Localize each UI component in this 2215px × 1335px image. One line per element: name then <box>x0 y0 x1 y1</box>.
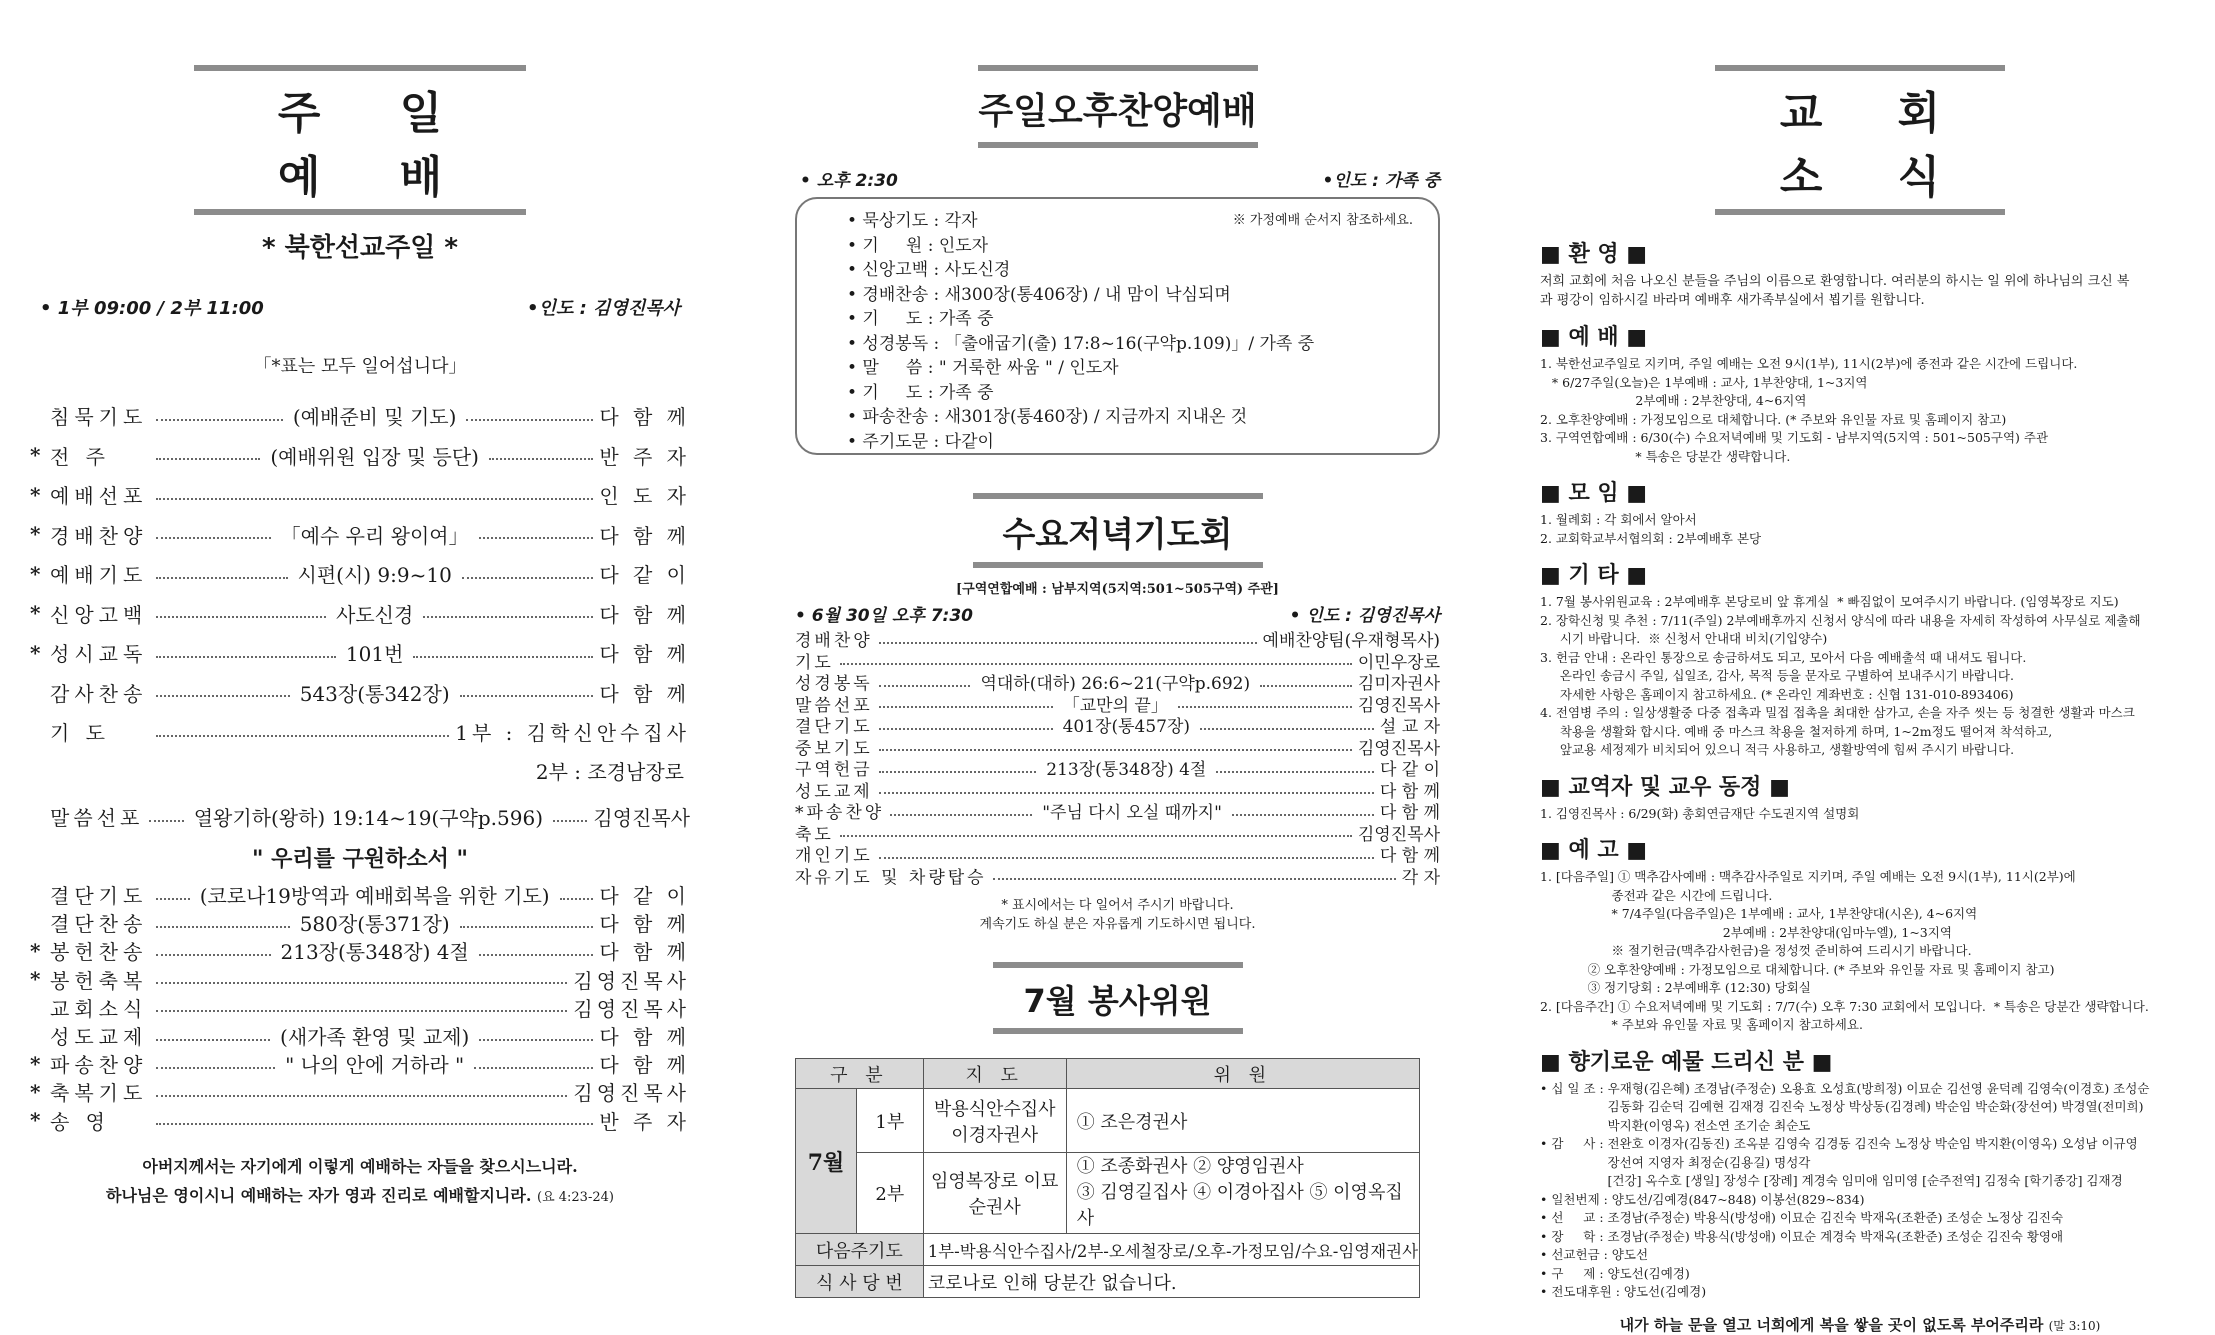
news-line: 1. [다음주일] ① 맥추감사예배 : 맥추감사주일로 지키며, 주일 예배는 오전 9시(1부), 11시(2부)에 <box>1540 869 2076 884</box>
wednesday-order-row: 성도교제 다 함 께 <box>795 781 1440 802</box>
worship-order-row: 교회소식 김영진목사 <box>50 996 690 1021</box>
news-line: * 주보와 유인물 자료 및 홈페이지 참고하세요. <box>1540 1017 1863 1032</box>
news-line: ※ 절기헌금(맥추감사헌금)을 정성껏 준비하여 드리시기 바랍니다. <box>1540 943 1972 958</box>
wednesday-order-row: 성경봉독 역대하(대하) 26:6~21(구약p.692) 김미자권사 <box>795 674 1441 695</box>
news-line: • 구 제 : 양도선(김예경) <box>1540 1265 1690 1281</box>
meetings-heading: ■ 모 임 ■ <box>1540 481 1648 506</box>
offerings-heading: ■ 향기로운 예물 드리신 분 ■ <box>1540 1049 1833 1075</box>
prayer-2: 2부 : 조경남장로 <box>535 760 684 784</box>
afternoon-order-item: • 기 원 : 인도자 <box>847 235 989 256</box>
news-line: ② 오후찬양예배 : 가정모임으로 대체합니다. (* 주보와 유인물 자료 및 홈페이지 참고) <box>1540 961 2055 977</box>
wednesday-order-row: 자유기도 및 차량탑승 각 자 <box>795 867 1440 888</box>
church-news-column <box>1540 0 2180 1334</box>
worship-news-heading: ■ 예 배 ■ <box>1540 325 1648 350</box>
afternoon-and-wednesday-column <box>795 0 1441 1294</box>
closing-verse: 내가 하늘 문을 열고 너희에게 복을 쌓을 곳이 없도록 부어주리라 <box>1619 1315 2044 1334</box>
service-members-table: 구 분 지 도 위 원 7월 1부 박용식안수집사 이경자권사 ① 조은경권사 2부 임영복장로 이묘순권사 ① 조종화권사 ② 양영임권사 ③ 김영길집사 ④ 이경아집사 ⑤ 이영옥집사 다음주기도 1부-박용식안수집사/2부-오세철장로/오후-가정모임/수요-임영재권사 식 사 당 번 코로나로 인해 당분간 없습니다. <box>795 1058 1420 1298</box>
afternoon-order-item: • 성경봉독 : 「출애굽기(출) 17:8~16(구약p.109)」/ 가족 중 <box>847 333 1315 354</box>
news-line: 2부예배 : 2부찬양대(임마누엘), 1~3지역 <box>1540 924 1952 940</box>
news-line: 온라인 송금시 주일, 십일조, 감사, 목적 등을 문자로 구별하여 보내주시기 바랍니다. <box>1540 668 2014 683</box>
welcome-heading: ■ 환 영 ■ <box>1540 242 1648 267</box>
stand-note: 「*표는 모두 일어섭니다」 <box>253 356 467 377</box>
news-line: 2. 장학신청 및 추천 : 7/11(주일) 2부예배후까지 신청서 양식에 따라 내용을 자세히 작성하여 사무실로 제출해 <box>1540 612 2141 628</box>
news-line: 2부예배 : 2부찬양대, 4~6지역 <box>1540 393 1807 408</box>
wednesday-title: 수요저녁기도회 <box>973 493 1263 568</box>
sunday-worship-column <box>30 0 690 1240</box>
sermon-row: 말씀선포 열왕기하(왕하) 19:14~19(구약p.596) 김영진목사 <box>50 806 691 830</box>
news-line: 시기 바랍니다. ※ 신청서 안내대 비치(기입양수) <box>1540 631 1828 646</box>
afternoon-order-item: • 주기도문 : 다같이 <box>847 431 994 452</box>
news-line: 3. 구역연합예배 : 6/30(수) 수요저녁예배 및 기도회 - 남부지역(5지역 : 501~505구역) 주관 <box>1540 430 2049 445</box>
news-line: 착용을 생활화 합시다. 예배 중 마스크 착용을 철저하게 하며, 1~2m정도 떨어져 착석하고, <box>1540 723 2053 739</box>
worship-order-row: * 경배찬양 「예수 우리 왕이여」 다 함 께 <box>30 522 690 548</box>
verse-line-2: 하나님은 영이시니 예배하는 자가 영과 진리로 예배할지니라. <box>106 1186 532 1206</box>
news-line: 박지환(이영옥) 전소연 조기순 최순도 <box>1540 1117 1811 1133</box>
news-line: • 선교헌금 : 양도선 <box>1540 1247 1649 1262</box>
afternoon-order-item: • 경배찬송 : 새300장(통406장) / 내 맘이 낙심되며 <box>847 284 1231 305</box>
worship-time: • 1부 09:00 / 2부 11:00 <box>40 298 264 319</box>
news-line: 2. [다음주간] ① 수요저녁예배 및 기도회 : 7/7(수) 오후 7:30 교회에서 모입니다. * 특송은 당분간 생략합니다. <box>1540 998 2149 1014</box>
worship-order-row: * 신앙고백 사도신경 다 함 께 <box>30 601 690 627</box>
verse-line-1: 아버지께서는 자기에게 이렇게 예배하는 자들을 찾으시느니라. <box>142 1157 578 1177</box>
closing-ref: (말 3:10) <box>2048 1318 2101 1333</box>
worship-order-row: 결단찬송 580장(통371장) 다 함 께 <box>50 912 691 937</box>
news-line: 장선여 지영자 최정순(김용길) 명성각 <box>1540 1154 1811 1170</box>
wednesday-time: • 6월 30일 오후 7:30 <box>795 606 973 626</box>
worship-subtitle: * 북한선교주일 * <box>262 233 458 263</box>
wednesday-order-row: 중보기도 김영진목사 <box>795 738 1440 759</box>
worship-order-row: * 전 주 (예배위원 입장 및 등단) 반 주 자 <box>30 443 690 469</box>
news-line: • 감 사 : 전완호 이경자(김동진) 조옥분 김영숙 김경동 김진숙 노정상 박순임 박지환(이영옥) 오성남 이규영 <box>1540 1136 2138 1151</box>
sunday-worship-title: 주 일 예 배 <box>194 65 526 215</box>
news-line: 1. 김영진목사 : 6/29(화) 총회연금재단 수도권지역 설명회 <box>1540 805 1860 821</box>
news-line: * 6/27주일(오늘)은 1부예배 : 교사, 1부찬양대, 1~3지역 <box>1540 374 1868 390</box>
month-cell: 7월 <box>796 1089 857 1234</box>
afternoon-time: • 오후 2:30 <box>800 171 898 191</box>
wednesday-order-row: 구역헌금 213장(통348장) 4절 다 같 이 <box>795 760 1441 781</box>
afternoon-order-item: • 말 씀 : " 거룩한 싸움 " / 인도자 <box>847 358 1119 378</box>
announcements-heading: ■ 예 고 ■ <box>1540 838 1648 863</box>
worship-order-row: * 파송찬양 " 나의 안에 거하라 " 다 함 께 <box>30 1051 691 1078</box>
worship-order-row: * 성시교독 101번 다 함 께 <box>30 640 690 667</box>
order-of-worship <box>30 396 690 752</box>
afternoon-leader: •인도 : 가족 중 <box>1322 171 1440 191</box>
news-line: • 십 일 조 : 우재형(김은혜) 조경남(주정순) 오용효 오성효(방희정) 이묘순 김선영 윤덕례 김영숙(이경호) 조성순 <box>1540 1080 2150 1096</box>
afternoon-worship-title: 주일오후찬양예배 <box>978 65 1258 148</box>
worship-order-row: * 예배선포 인 도 자 <box>30 482 690 509</box>
wednesday-order-row: 경배찬양 예배찬양팀(우재형목사) <box>795 631 1440 652</box>
wednesday-order-row: *파송찬양 "주님 다시 오실 때까지" 다 함 께 <box>795 803 1440 824</box>
news-line: 앞교용 세정제가 비치되어 있으니 적극 사용하고, 생활방역에 힘써 주시기 바랍니다. <box>1540 742 2015 757</box>
news-line: * 특송은 당분간 생략합니다. <box>1540 448 1791 464</box>
worship-order-row: * 예배기도 시편(시) 9:9~10 다 같 이 <box>30 561 691 588</box>
afternoon-order-item: • 묵상기도 : 각자 <box>847 211 978 231</box>
wed-note-2: 계속기도 하실 분은 자유롭게 기도하시면 됩니다. <box>979 917 1256 932</box>
news-line: • 선 교 : 조경남(주정순) 박용식(방성애) 이묘순 김진숙 박재옥(조환준) 조성순 노정상 김진숙 <box>1540 1210 2064 1225</box>
news-line: 4. 전염병 주의 : 일상생활중 다중 접촉과 밀접 접촉을 최대한 삼가고, 손을 자주 씻는 등 청결한 생활과 마스크 <box>1540 705 2135 720</box>
wednesday-order-row: 개인기도 다 함 께 <box>795 846 1440 867</box>
staff-news-heading: ■ 교역자 및 교우 동정 ■ <box>1540 774 1790 800</box>
news-line: ③ 정기당회 : 2부예배후 (12:30) 당회실 <box>1540 980 1811 995</box>
etc-heading: ■ 기 타 ■ <box>1540 563 1648 588</box>
afternoon-order-box <box>795 197 1440 455</box>
worship-order-row: 감사찬송 543장(통342장) 다 함 께 <box>50 681 691 706</box>
worship-leader: •인도 : 김영진목사 <box>527 298 680 319</box>
news-line: 3. 헌금 안내 : 온라인 통장으로 송금하셔도 되고, 모아서 다음 예배출석 때 내셔도 됩니다. <box>1540 649 2027 665</box>
church-news-title: 교 회 소 식 <box>1715 65 2005 215</box>
wednesday-order-row: 말씀선포 「교만의 끝」 김영진목사 <box>795 695 1441 716</box>
afternoon-order-item: • 신앙고백 : 사도신경 <box>847 260 1011 280</box>
worship-order-row: 기 도 1부 : 김학신안수집사 <box>50 721 690 746</box>
news-line: 1. 북한선교주일로 지키며, 주일 예배는 오전 9시(1부), 11시(2부)에 종전과 같은 시간에 드립니다. <box>1540 356 2078 371</box>
worship-order-row: 결단기도 (코로나19방역과 예배회복을 위한 기도) 다 같 이 <box>50 884 690 909</box>
worship-order-row: 성도교제 (새가족 환영 및 교제) 다 함 께 <box>50 1025 690 1050</box>
worship-order-row: * 축복기도 김영진목사 <box>30 1079 690 1106</box>
worship-order-row: * 봉헌찬송 213장(통348장) 4절 다 함 께 <box>30 938 691 965</box>
news-line: 김동화 김순덕 김예현 김재경 김진숙 노정상 박상동(김경례) 박순임 박순화(장선여) 박경열(전미희) <box>1540 1099 2144 1114</box>
news-line: 1. 7월 봉사위원교육 : 2부예배후 본당로비 앞 휴게실 * 빠짐없이 모여주시기 바랍니다. (임영복장로 지도) <box>1540 594 2119 609</box>
news-line: • 장 학 : 조경남(주정순) 박용식(방성애) 이묘순 계경숙 박재옥(조환준) 조성순 김진숙 황영애 <box>1540 1228 2064 1244</box>
afternoon-order-item: • 기 도 : 가족 중 <box>847 382 994 403</box>
news-line: 2. 오후찬양예배 : 가정모임으로 대체합니다. (* 주보와 유인물 자료 및 홈페이지 참고) <box>1540 411 2007 427</box>
wednesday-order-row: 기도 이민우장로 <box>795 652 1440 673</box>
worship-order-row: * 송 영 반 주 자 <box>30 1108 690 1134</box>
service-members-title: 7월 봉사위원 <box>993 962 1243 1034</box>
wednesday-leader: • 인도 : 김영진목사 <box>1289 606 1440 626</box>
news-line: [건강] 옥수호 [생일] 장성수 [장례] 계경숙 임미애 임미영 [순주전역] 김정숙 [학기종강] 김재경 <box>1540 1173 2123 1188</box>
welcome-text: 저희 교회에 처음 나오신 분들을 주님의 이름으로 환영합니다. 여러분의 하시는 일 위에 하나님의 크신 복과 평강이 임하시길 바라며 예배후 새가족부실에서 뵙기를 원합니다. <box>1540 274 2130 308</box>
news-line: • 전도대후원 : 양도선(김예경) <box>1540 1284 1707 1299</box>
wed-note-1: * 표시에서는 다 일어서 주시기 바랍니다. <box>1001 898 1234 913</box>
news-line: 1. 월례회 : 각 회에서 알아서 <box>1540 512 1697 527</box>
news-line: 자세한 사항은 홈페이지 참고하세요. (* 온라인 계좌번호 : 신협 131-010-893406) <box>1540 686 2014 702</box>
afternoon-order-item: • 기 도 : 가족 중 <box>847 309 994 329</box>
worship-order-row: 침묵기도 (예배준비 및 기도) 다 함 께 <box>50 405 690 430</box>
wednesday-order-row: 결단기도 401장(통457장) 설 교 자 <box>795 717 1440 738</box>
worship-order-row: * 봉헌축복 김영진목사 <box>30 967 690 993</box>
news-line: • 일천번제 : 양도선/김예경(847~848) 이봉선(829~834) <box>1540 1191 1865 1207</box>
family-worship-note: ※ 가정예배 순서지 참조하세요. <box>1232 213 1413 228</box>
wednesday-sub: [구역연합예배 : 남부지역(5지역:501~505구역) 주관] <box>956 582 1279 597</box>
sermon-title: " 우리를 구원하소서 " <box>252 845 468 872</box>
order-of-worship-2 <box>30 881 690 1135</box>
wednesday-order <box>795 628 1440 886</box>
wednesday-order-row: 축도 김영진목사 <box>795 824 1440 845</box>
news-line: * 7/4주일(다음주일)은 1부예배 : 교사, 1부찬양대(시온), 4~6지역 <box>1540 906 1978 921</box>
verse-ref: (요 4:23-24) <box>537 1190 614 1206</box>
news-line: 2. 교회학교부서협의회 : 2부예배후 본당 <box>1540 530 1762 546</box>
news-line: 종전과 같은 시간에 드립니다. <box>1540 887 1773 903</box>
afternoon-order-item: • 파송찬송 : 새301장(통460장) / 지금까지 지내온 것 <box>847 407 1248 427</box>
